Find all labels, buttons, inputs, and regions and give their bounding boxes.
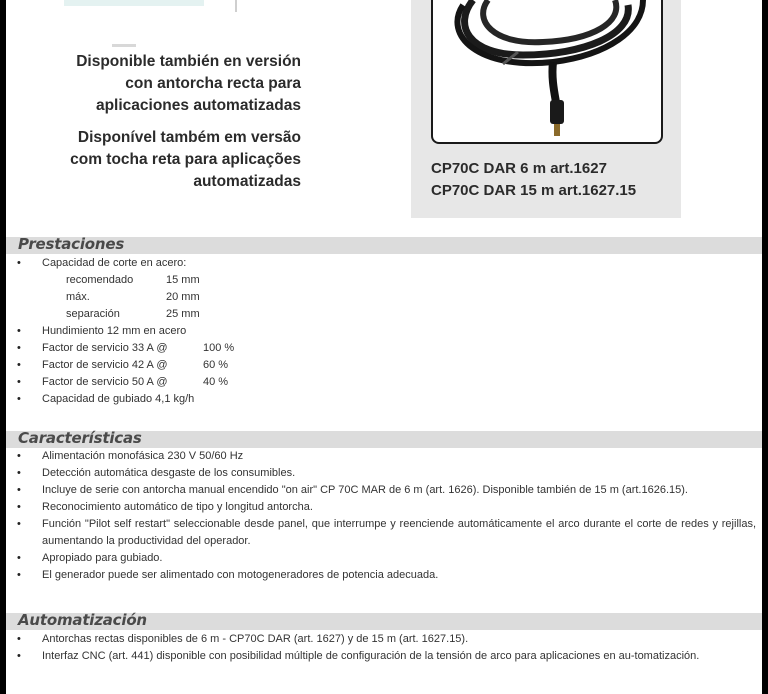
intro-line: Disponible también en versión <box>76 53 301 70</box>
capacity-row-label: separación <box>66 308 120 320</box>
capacity-row <box>6 289 762 306</box>
list-item <box>6 374 762 391</box>
capacity-row-value: 15 mm <box>166 274 200 286</box>
product-caption: CP70C DAR 6 m art.1627 <box>431 160 607 177</box>
intro-line: automatizadas <box>193 173 301 190</box>
list-item <box>6 255 762 272</box>
torch-photo <box>431 0 663 144</box>
list-item: • Reconocimiento automático de tipo y longitud antorcha. <box>6 499 762 516</box>
duty-factor-value: 100 % <box>203 342 235 354</box>
intro-line: con antorcha recta para <box>125 75 301 92</box>
section-header-prestaciones <box>6 237 762 254</box>
list-item: • El generador puede ser alimentado con motogeneradores de potencia adecuada. <box>6 567 762 584</box>
capacity-row-label: recomendado <box>66 274 134 286</box>
section-title: Automatización <box>18 611 147 629</box>
duty-factor-label: Factor de servicio 42 A @ <box>42 359 168 371</box>
list-item: • Función "Pilot self restart" seleccionable desde panel, que interrumpe y reenciende automáticamente el arco durante el corte de redes y rejillas, aumentando la productividad del operador. <box>6 516 762 550</box>
caracteristicas-list <box>6 448 762 584</box>
intro-portuguese <box>70 127 301 193</box>
list-item: • Detección automática desgaste de los consumibles. <box>6 465 762 482</box>
capacity-row-label: máx. <box>66 291 90 303</box>
prestaciones-list <box>6 255 762 408</box>
capacity-row <box>6 272 762 289</box>
intro-spanish <box>76 51 301 117</box>
gouging-text: Capacidad de gubiado 4,1 kg/h <box>42 393 195 405</box>
torch-cable-image <box>433 0 661 142</box>
duty-factor-label: Factor de servicio 33 A @ <box>42 342 168 354</box>
product-photo-box <box>411 0 681 218</box>
list-item: • Incluye de serie con antorcha manual encendido "on air" CP 70C MAR de 6 m (art. 1626). Disponible también de 15 m (art.1626.15). <box>6 482 762 499</box>
hundimiento-text: Hundimiento 12 mm en acero <box>42 325 187 337</box>
section-title: Prestaciones <box>18 235 125 253</box>
capacity-row-value: 20 mm <box>166 291 200 303</box>
intro-line: Disponível também em versão <box>77 129 301 146</box>
dash-mark <box>112 44 136 47</box>
product-caption: CP70C DAR 15 m art.1627.15 <box>431 182 637 199</box>
duty-factor-value: 60 % <box>203 359 229 371</box>
list-item <box>6 357 762 374</box>
list-item: • Antorchas rectas disponibles de 6 m - CP70C DAR (art. 1627) y de 15 m (art. 1627.15). <box>6 631 762 648</box>
capacity-row-value: 25 mm <box>166 308 200 320</box>
duty-factor-label: Factor de servicio 50 A @ <box>42 376 168 388</box>
automatizacion-list <box>6 631 762 665</box>
section-header-caracteristicas <box>6 431 762 448</box>
list-item: • Interfaz CNC (art. 441) disponible con posibilidad múltiple de configuración de la tensión de arco para aplicaciones en au-tomatización. <box>6 648 762 665</box>
intro-line: aplicaciones automatizadas <box>95 97 301 114</box>
list-item <box>6 340 762 357</box>
duty-factor-value: 40 % <box>203 376 229 388</box>
capacity-row <box>6 306 762 323</box>
capacity-label: Capacidad de corte en acero: <box>42 257 187 269</box>
tick-mark <box>235 0 237 12</box>
document-page <box>6 0 762 694</box>
section-title: Características <box>18 429 142 447</box>
list-item: • Apropiado para gubiado. <box>6 550 762 567</box>
intro-line: com tocha reta para aplicações <box>70 151 301 168</box>
list-item <box>6 391 762 408</box>
list-item <box>6 323 762 340</box>
section-header-automatizacion <box>6 613 762 630</box>
top-decoration <box>64 0 204 6</box>
list-item: • Alimentación monofásica 230 V 50/60 Hz <box>6 448 762 465</box>
